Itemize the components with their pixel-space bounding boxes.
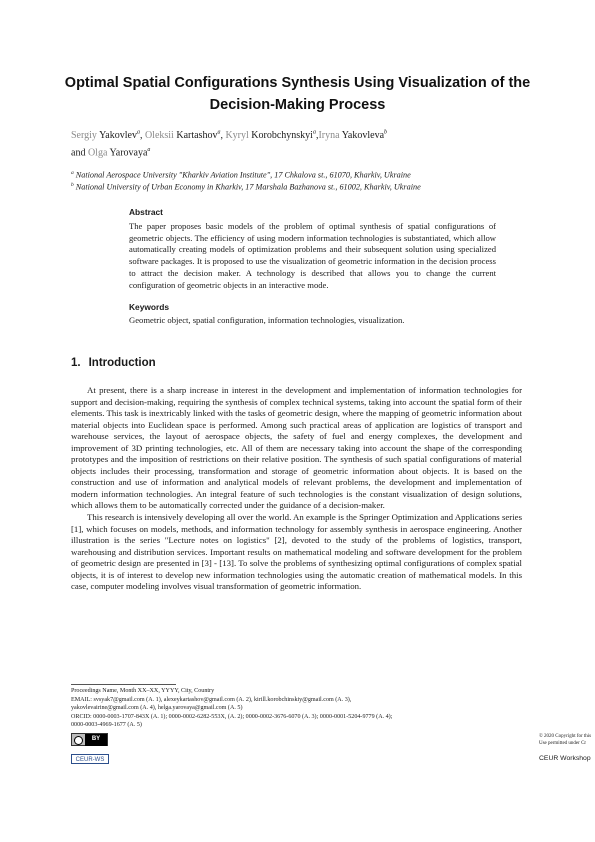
paragraph-1: At present, there is a sharp increase in interest in the development and implementation of information technologies for support and decision-making, requiring the synthesis of complex technical systems, taking into account the spatial form of their elements. This task is inextricably linked with the tasks of geometric design, where the mapping of geometric information about material objects into Euclidean space is performed. Among such practical areas of application are logistics of transport and warehouse services, the layout of aerospace objects, the safety of fuel and energy complexes, the development and improvement of 3D printing technologies, etc. All of them are necessary taking into account the shape of the corresponding prototypes and the imposition of restrictions on their relative position. The synthesis of such spatial configurations of material objects includes their processing, transformation and storage of geometric information about objects. It is based on the construction and use of information and analytical models of relevant problems, the development and implementation of modern information technologies. An integral feature of such technologies is the constant visualization of design solutions, which allows them to be automatically corrected under the guidance of a decision-maker. xyxy=(71,385,522,511)
keywords-text: Geometric object, spatial configuration, information technologies, visualization. xyxy=(129,315,405,326)
affiliation-mark: a xyxy=(312,130,316,136)
footnotes xyxy=(71,687,531,730)
affiliation-mark: a xyxy=(71,170,74,176)
authors-and: and xyxy=(71,147,86,159)
author-first-name: Kyryl xyxy=(225,130,249,142)
footnote-rule xyxy=(71,684,176,685)
abstract-heading: Abstract xyxy=(129,207,163,217)
section-heading-introduction xyxy=(71,357,156,369)
footnote-line: EMAIL: svsyak7@gmail.com (A. 1), alexeykartashov@gmail.com (A. 2), kirill.korobchinskiy@gmail.com (A. 3), xyxy=(71,696,352,703)
body-text xyxy=(71,385,522,593)
author-name xyxy=(225,130,318,141)
affiliation-a xyxy=(71,168,541,181)
affiliation-mark: a xyxy=(147,147,151,154)
footnote-line: 0000-0003-4969-1677 (A. 5) xyxy=(71,722,142,729)
author-first-name: Oleksii xyxy=(144,130,174,142)
author-separator: , xyxy=(220,130,226,142)
author-last-name: Yarovaya xyxy=(109,147,148,159)
footnote-line: Proceedings Name, Month XX–XX, YYYY, City, Country xyxy=(71,688,215,694)
footnote-line: ORCID: 0000-0003-1707-843X (A. 1); 0000-0002-6282-553X, (A. 2); 0000-0002-3676-6070 (A. 3); 0000-0001-5204-9779 (A. 4); xyxy=(71,713,393,720)
affiliation-text: National University of Urban Economy in Kharkiv, 17 Marshala Bazhanova st., 61002, Kharkiv, Ukraine xyxy=(75,182,421,192)
abstract-block xyxy=(129,207,496,327)
author-last-name: Yakovlev xyxy=(96,130,137,142)
author-line xyxy=(71,130,387,141)
author-list xyxy=(71,126,541,161)
affiliation-mark: b xyxy=(384,130,388,136)
cc-circle-icon xyxy=(74,736,83,745)
author-first-name: Olga xyxy=(87,147,108,159)
affiliation-mark: a xyxy=(217,130,221,136)
abstract-text: The paper proposes basic models of the problem of optimal synthesis of spatial configurations of geometric objects. The efficiency of using modern information technologies is substantiated, which allow automatically creating models of optimization problems and their subsequent solution using specialized software packages. It is proposed to use the visualization of geometric information in the decision process to attract the decision maker. A technology is described that allows you to change the current configuration of geometric objects in an interactive mode. xyxy=(129,220,496,290)
author-separator: , xyxy=(139,130,145,142)
affiliation-mark: a xyxy=(136,130,140,136)
author-name xyxy=(71,130,145,141)
affiliation-mark: b xyxy=(71,182,74,188)
author-name xyxy=(315,130,388,142)
affiliation-b xyxy=(71,180,541,193)
author-last-name: Kartashov xyxy=(173,130,218,142)
author-separator: , xyxy=(315,130,319,142)
ceur-workshop-label: CEUR Workshop xyxy=(539,755,591,762)
cc-license-icon xyxy=(71,733,108,746)
copyright-line: Use permitted under Cr xyxy=(539,741,587,746)
keywords-heading: Keywords xyxy=(129,301,170,312)
author-first-name: Sergiy xyxy=(71,130,97,142)
author-name xyxy=(145,130,226,141)
section-number: 1. xyxy=(71,357,81,369)
author-last-name: Yakovleva xyxy=(339,130,385,142)
cc-by-label: BY xyxy=(85,734,107,746)
affiliation-text: National Aerospace University "Kharkiv Aviation Institute", 17 Chkalova st., 61070, Kharkiv, Ukraine xyxy=(75,170,411,180)
paper-title: Optimal Spatial Configurations Synthesis Using Visualization of the Decision-Making Process xyxy=(64,75,531,113)
ceur-ws-logo: CEUR-WS xyxy=(71,754,109,764)
author-first-name: Iryna xyxy=(318,130,340,142)
author-last-name: Korobchynskyi xyxy=(248,130,313,142)
copyright-notice xyxy=(539,733,595,747)
paragraph-2: This research is intensively developing all over the world. An example is the Springer Optimization and Applications series [1], which focuses on models, methods, and information technology for assembly synthesis in aerospace engineering. Another illustration is the series "Lecture notes on logistics" [2], devoted to the study of the problems of logistics, transport, warehousing and distribution services. Important results on mathematical modeling and software development for the problem of geometric design are presented in [3] - [13]. To solve the problems of synthesizing optimal configurations of complex spatial objects, it is of interest to develop new information technologies using the automatic creation of mathematical models. In this case, computer modeling involves visual transformation of geometric information. xyxy=(71,512,522,592)
section-title: Introduction xyxy=(88,357,156,369)
copyright-line: © 2020 Copyright for this xyxy=(539,734,592,739)
footnote-line: yakovlevairine@gmail.com (A. 4), helga.yarovaya@gmail.com (A. 5) xyxy=(71,705,243,712)
